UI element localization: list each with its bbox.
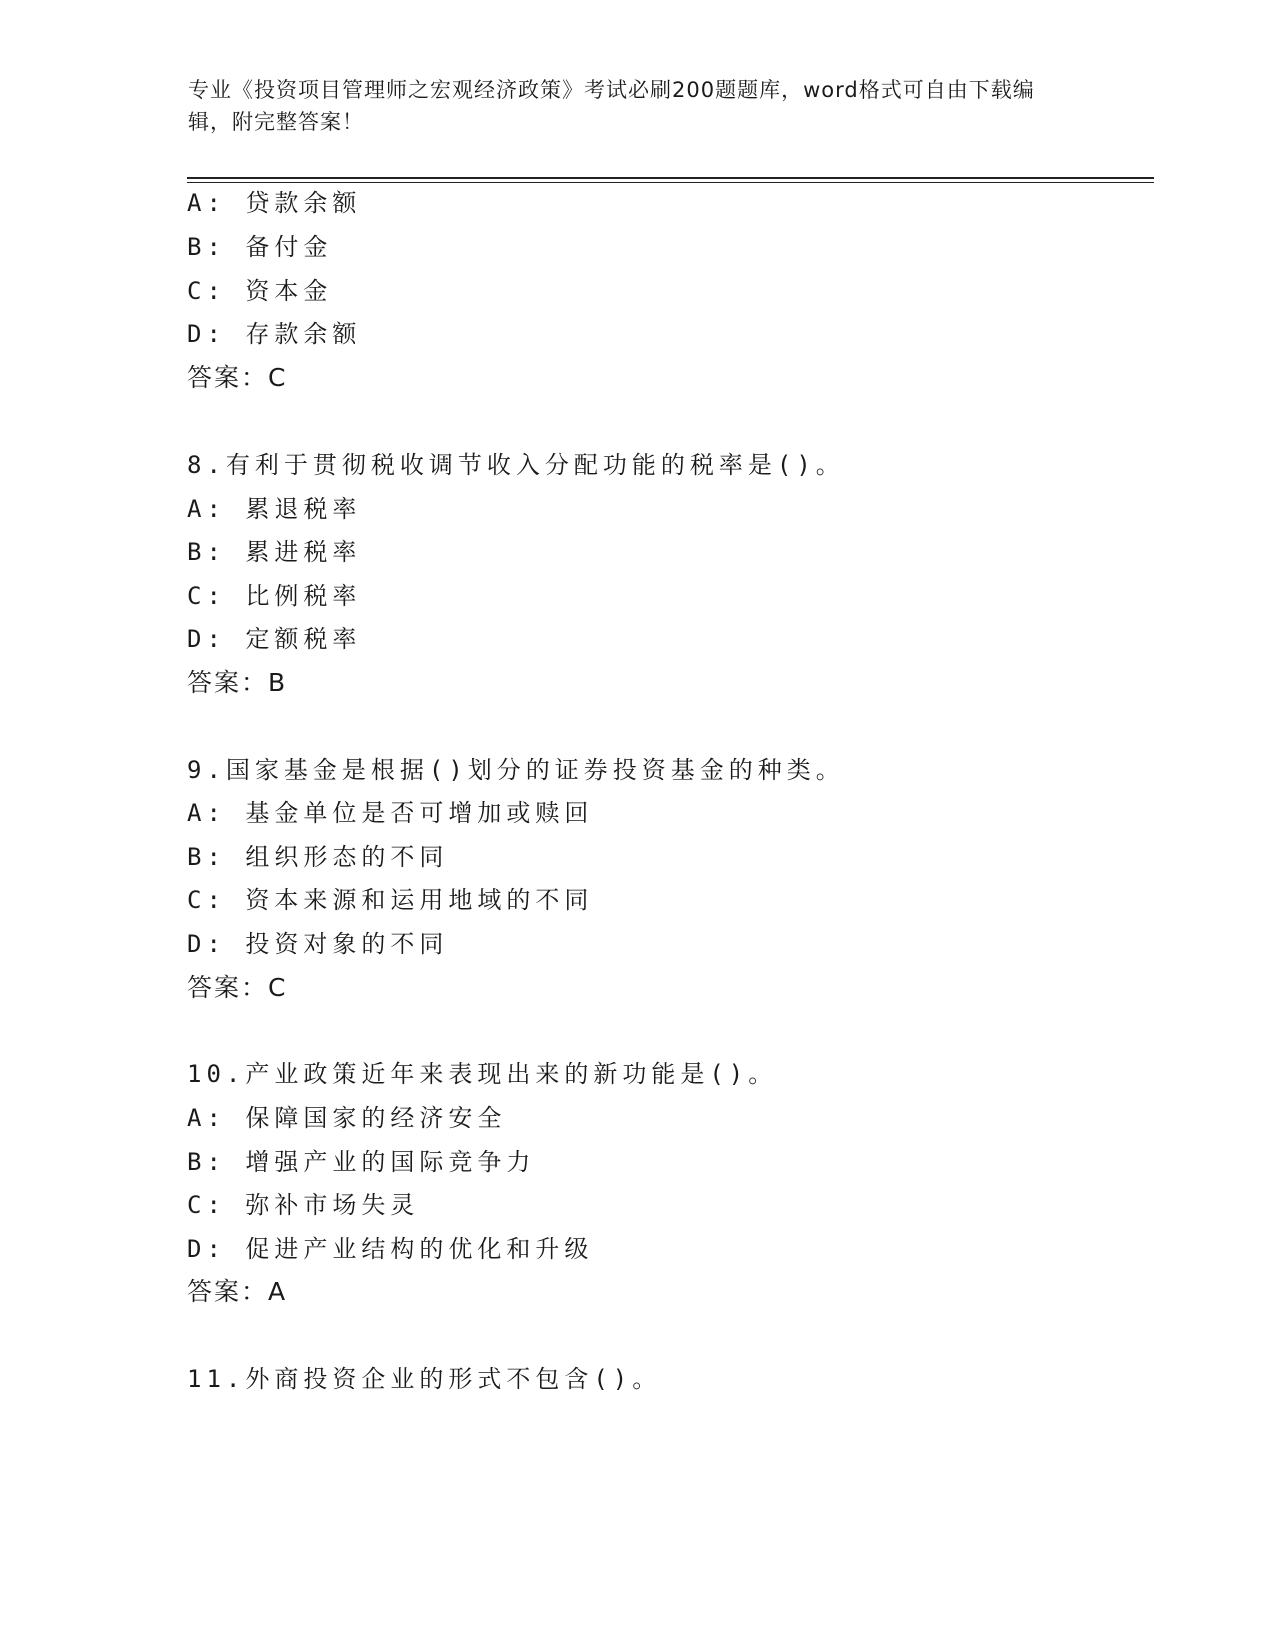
q7-option-d: D: 存款余额 (187, 320, 362, 348)
q8-question: 8.有利于贯彻税收调节收入分配功能的税率是()。 (187, 451, 845, 479)
q9-option-c: C: 资本来源和运用地域的不同 (187, 886, 594, 914)
q7-answer: 答案：C (187, 363, 288, 392)
q10-option-c: C: 弥补市场失灵 (187, 1191, 420, 1219)
q7-option-a: A: 贷款余额 (187, 189, 362, 217)
q8-option-c: C: 比例税率 (187, 582, 362, 610)
q8-option-a: A: 累退税率 (187, 495, 362, 523)
q8-option-d: D: 定额税率 (187, 625, 362, 653)
q7-option-c: C: 资本金 (187, 277, 333, 305)
document-header: 专业《投资项目管理师之宏观经济政策》考试必刷200题题库，word格式可自由下载编辑，附完整答案！ (188, 78, 1035, 134)
q9-question: 9.国家基金是根据()划分的证券投资基金的种类。 (187, 756, 845, 784)
q10-option-a: A: 保障国家的经济安全 (187, 1104, 507, 1132)
q9-option-a: A: 基金单位是否可增加或赎回 (187, 799, 594, 827)
q8-answer: 答案：B (187, 668, 288, 697)
q9-answer: 答案：C (187, 973, 288, 1002)
q10-option-d: D: 促进产业结构的优化和升级 (187, 1235, 594, 1263)
header-divider (187, 177, 1154, 183)
q9-option-d: D: 投资对象的不同 (187, 930, 449, 958)
q7-option-b: B: 备付金 (187, 233, 333, 261)
q11-question: 11.外商投资企业的形式不包含()。 (187, 1365, 662, 1393)
q8-option-b: B: 累进税率 (187, 538, 362, 566)
q9-option-b: B: 组织形态的不同 (187, 843, 449, 871)
q10-option-b: B: 增强产业的国际竞争力 (187, 1148, 536, 1176)
q10-answer: 答案：A (187, 1277, 288, 1306)
q10-question: 10.产业政策近年来表现出来的新功能是()。 (187, 1060, 778, 1088)
